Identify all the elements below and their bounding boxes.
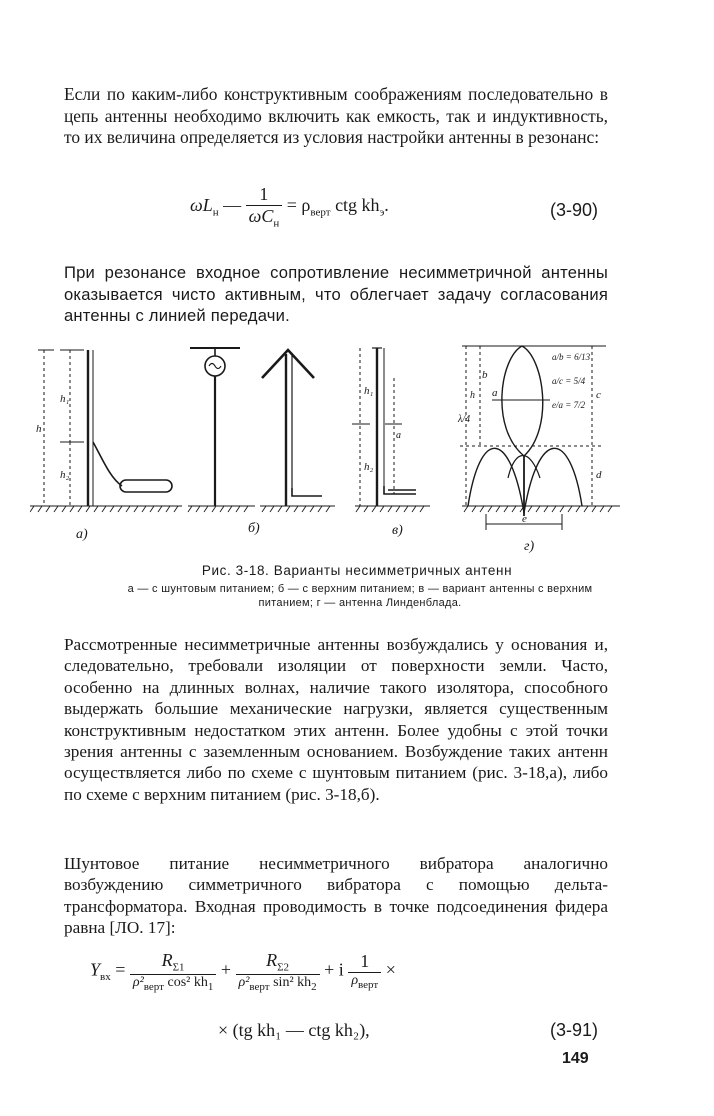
label-dim-c: c	[596, 389, 601, 401]
antenna-a-shunt	[38, 350, 172, 506]
equation-3-91: $Y_{вх}$ = $\frac{R_{\Sigma 1}}{\rho^2_{верт} \cos^2 kh_1}$ + $\frac{R_{\Sigma 2}}{\rho^2_{верт} \sin^2 kh_2}$ + i $\frac{1}{\rho_{верт}}$ ×	[90, 950, 396, 993]
equation-3-91-term1: $\frac{R_{\Sigma 1}}{\rho^2_{верт} \cos^2 kh_1}$	[130, 950, 216, 992]
label-ratio-1: a/b = 6/13	[552, 352, 591, 362]
paragraph-resonance: При резонансе входное сопротивление несимметричной антенны оказывается чисто активным, что облегчает задачу согласования антенны с линией передачи.	[64, 263, 608, 326]
paragraph-intro: Если по каким-либо конструктивным соображениям последовательно в цепь антенны необходимо включить как емкость, так и индуктивность, то их величина определяется из условия настройки антенны в резонанс:	[64, 84, 608, 148]
label-dim-d: d	[596, 469, 602, 481]
label-dim-b: b	[482, 369, 488, 381]
label-lambda4: λ/4	[458, 414, 471, 425]
label-h-g: h	[470, 390, 475, 401]
label-h1-a: h₁	[60, 393, 70, 405]
label-dim-e: e	[522, 513, 527, 525]
antenna-c-folded	[262, 350, 322, 506]
equation-3-91-term2: $\frac{R_{\Sigma 2}}{\rho^2_{верт} \sin^2 kh_2}$	[236, 950, 320, 992]
label-h1-v: h₁	[364, 385, 374, 397]
label-v: в)	[392, 523, 403, 538]
paragraph-grounded-antennas: Рассмотренные несимметричные антенны возбуждались у основания и, следовательно, требовали изоляции от поверхности земли. Часто, особенно на длинных волнах, наличие такого изолятора, способного выдержать большие механические нагрузки, является существенным конструктивным недостатком этих антенн. Более удобны с этой точки зрения антенны с заземленным основанием. Возбуждение таких антенн осуществляется либо по схеме с шунтовым питанием (рис. 3-18,а), либо по схеме с верхним питанием (рис. 3-18,б).	[64, 635, 608, 804]
label-b: б)	[248, 521, 260, 536]
equation-3-91-term3: $\frac{1}{\rho_{верт}}$	[348, 951, 381, 991]
figure-caption-title: Рис. 3-18. Варианты несимметричных антенн	[201, 563, 513, 578]
label-a-q: a	[396, 430, 401, 441]
figure-caption-body: а — с шунтовым питанием; б — с верхним питанием; в — вариант антенны с верхним питанием; г — антенна Линденблада.	[127, 583, 593, 609]
paragraph-shunt-feed: Шунтовое питание несимметричного вибратора аналогично возбуждению симметричного вибратора с помощью дельта-трансформатора. Входная проводимость в точке подсоединения фидера равна [ЛО. 17]:	[64, 854, 608, 938]
label-h2-v: h₂	[364, 461, 374, 473]
figure-3-18	[30, 338, 620, 560]
antenna-diagrams	[30, 338, 620, 560]
equation-3-90: $\omega L_н$ — $\frac{1}{\omega C_н}$ = $\rho_{верт}$ ctg $kh_э$.	[190, 184, 389, 230]
label-h2-a: h₂	[60, 469, 70, 481]
antenna-b-top-fed	[190, 348, 240, 506]
label-dim-a: a	[492, 387, 498, 399]
label-h: h	[36, 423, 42, 435]
label-a: а)	[76, 527, 88, 542]
label-ratio-2: a/c = 5/4	[552, 376, 586, 386]
equation-3-90-fraction: $\frac{1}{\omega C_н}$	[246, 184, 283, 230]
page-number: 149	[562, 1050, 589, 1067]
equation-3-90-number: (3-90)	[549, 200, 598, 220]
label-ratio-3: e/a = 7/2	[552, 400, 586, 410]
equation-3-91-number: (3-91)	[549, 1020, 598, 1040]
equation-3-91-line2: × (tg kh₁ — ctg kh₂),	[218, 1020, 370, 1040]
antenna-v-variant	[352, 348, 416, 506]
label-g: г)	[524, 539, 535, 554]
